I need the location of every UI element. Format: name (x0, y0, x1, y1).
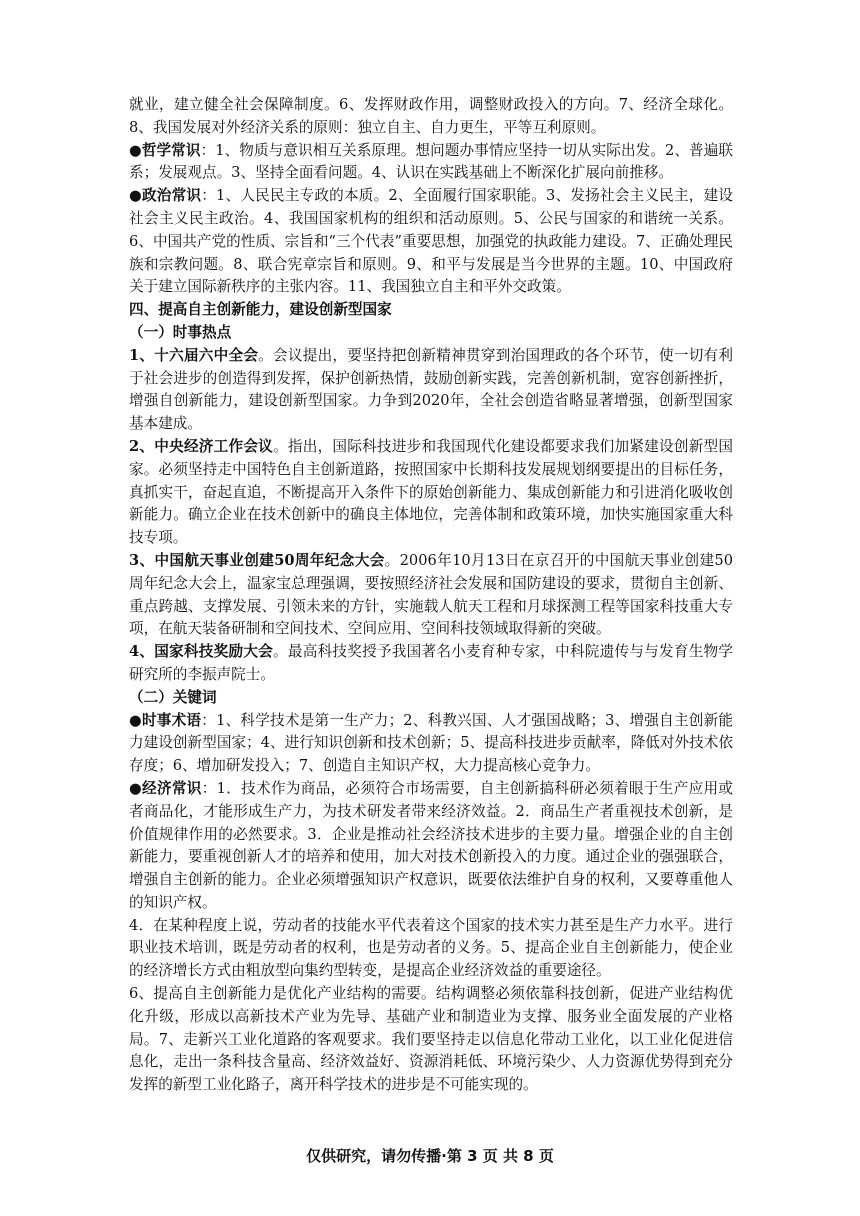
hot-topic-item-1 (129, 345, 733, 436)
hot-topic-text-4: 。最高科技奖授予我国著名小麦育种专家，中科院遗传与与发育生物学研究所的李振声院士。 (129, 643, 733, 683)
section-heading-4: 四、提高自主创新能力，建设创新型国家 (129, 301, 392, 319)
keyword-item-terms (129, 710, 733, 778)
keyword-item-economics (129, 778, 733, 915)
subheading-hot-topics: （一）时事热点 (129, 323, 232, 341)
hot-topic-title-2: 2、中央经济工作会议 (129, 437, 274, 455)
paragraph-politics (129, 185, 733, 299)
label-economics: ●经济常识 (129, 779, 202, 797)
economics-text: ：1．技术作为商品，必须符合市场需要，自主创新搞科研必须着眼于生产应用或者商品化，才能形成生产力，为技术研发者带来经济效益。2．商品生产者重视技术创新，是价值规律作用的必然要求。3．企业是推动社会经济技术进步的主要力量。增强企业的自主创新能力，要重视创新人才的培养和使用，加大对技术创新投入的力度。通过企业的强强联合，增强自主创新的能力。企业必须增强知识产权意识，既要依法维护自身的权利，又要尊重他人的知识产权。 (129, 779, 733, 911)
hot-topic-title-1: 1、十六届六中全会 (129, 346, 259, 364)
label-philosophy: ●哲学常识 (129, 141, 201, 159)
hot-topic-text-1: 。会议提出，要坚持把创新精神贯穿到治国理政的各个环节，使一切有利于社会进步的创造得到发挥，保护创新热情，鼓励创新实践，完善创新机制，宽容创新挫折，增强自创新能力，建设创新型国家。力争到2020年，全社会创造省略显著增强，创新型国家基本建成。 (129, 346, 734, 433)
label-politics: ●政治常识 (129, 187, 202, 205)
paragraph-philosophy (129, 140, 733, 186)
paragraph-industry-structure: 6、提高自主创新能力是优化产业结构的需要。结构调整必须依靠科技创新，促进产业结构优化升级，形成以高新技术产业为先导、基础产业和制造业为支撑、服务业全面发展的产业格局。7、走新兴工业化道路的客观要求。我们要坚持走以信息化带动工业化，以工业化促进信息化，走出一条科技含量高、经济效益好、资源消耗低、环境污染少、人力资源优势得到充分发挥的新型工业化路子，离开科学技术的进步是不可能实现的。 (129, 985, 733, 1094)
hot-topic-item-4 (129, 641, 733, 687)
hot-topic-title-3: 3、中国航天事业创建50周年纪念大会 (129, 551, 385, 569)
hot-topic-item-3 (129, 550, 733, 641)
hot-topic-text-3: 。2006年10月13日在京召开的中国航天事业创建50周年纪念大会上，温家宝总理强调，要按照经济社会发展和国防建设的要求，贯彻自主创新、重点跨越、支撑发展、引领未来的方针，实施载人航天工程和月球探测工程等国家科技重大专项，在航天装备研制和空间技术、空间应用、空间科技领域取得新的突破。 (129, 551, 733, 638)
paragraph-employment: 就业，建立健全社会保障制度。6、发挥财政作用，调整财政投入的方向。7、经济全球化。8、我国发展对外经济关系的原则：独立自主、自力更生，平等互利原则。 (129, 96, 733, 136)
philosophy-text: ：1、物质与意识相互关系原理。想问题办事情应坚持一切从实际出发。2、普遍联系；发展观点。3、坚持全面看问题。4、认识在实践基础上不断深化扩展向前推移。 (129, 141, 734, 182)
page-footer: 仅供研究，请勿传播·第 3 页 共 8 页 (306, 1147, 554, 1165)
label-current-terms: ●时事术语 (129, 711, 202, 729)
subheading-keywords: （二）关键词 (129, 688, 217, 706)
paragraph-labor-skills: 4．在某种程度上说，劳动者的技能水平代表着这个国家的技术实力甚至是生产力水平。进行职业技术培训，既是劳动者的权利，也是劳动者的义务。5、提高企业自主创新能力，使企业的经济增长方式由粗放型向集约型转变，是提高企业经济效益的重要途径。 (129, 916, 733, 980)
body-text (129, 94, 733, 1097)
current-terms-text: ：1、科学技术是第一生产力；2、科教兴国、人才强国战略；3、增强自主创新能力建设创新型国家；4、进行知识创新和技术创新；5、提高科技进步贡献率，降低对外技术依存度；6、增加研发投入；7、创造自主知识产权，大力提高核心竞争力。 (129, 711, 734, 775)
politics-text: ：1、人民民主专政的本质。2、全面履行国家职能。3、发扬社会主义民主，建设社会主义民主政治。4、我国国家机构的组织和活动原则。5、公民与国家的和谐统一关系。6、中国共产党的性质、宗旨和“三个代表”重要思想，加强党的执政能力建设。7、正确处理民族和宗教问题。8、联合宪章宗旨和原则。9、和平与发展是当今世界的主题。10、中国政府关于建立国际新秩序的主张内容。11、我国独立自主和平外交政策。 (129, 187, 734, 296)
hot-topic-item-2 (129, 436, 733, 550)
hot-topic-text-2: 。指出，国际科技进步和我国现代化建设都要求我们加紧建设创新型国家。必须坚持走中国特色自主创新道路，按照国家中长期科技发展规划纲要提出的目标任务，真抓实干，奋起直追，不断提高开入条件下的原始创新能力、集成创新能力和引进消化吸收创新能力。确立企业在技术创新中的确良主体地位，完善体制和政策环境，加快实施国家重大科技专项。 (129, 437, 733, 547)
hot-topic-title-4: 4、国家科技奖励大会 (129, 643, 274, 661)
